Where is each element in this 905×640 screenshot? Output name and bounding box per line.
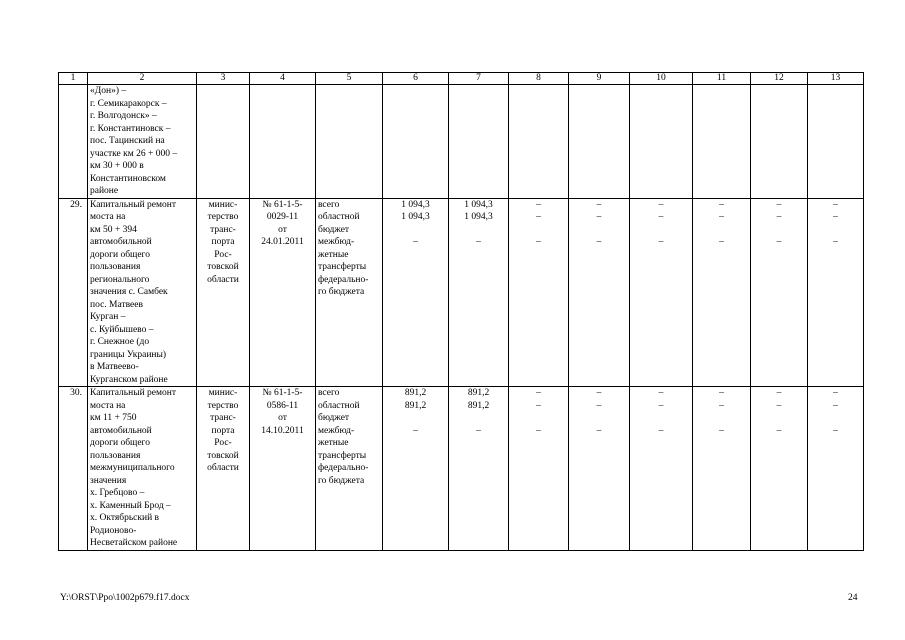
value-cell: – – –: [630, 198, 693, 387]
source-regional: областной бюджет: [318, 212, 360, 235]
source-federal: межбюд- жетные трансферты федерально- го бюджета: [318, 425, 369, 486]
row-number: 29.: [59, 198, 88, 387]
value-cell: – – –: [808, 198, 864, 387]
value-cell: – – –: [751, 198, 808, 387]
col-header: 10: [630, 73, 693, 85]
source-federal: межбюд- жетные трансферты федерально- го бюджета: [318, 237, 369, 297]
document-table: [58, 72, 864, 551]
col-header: 11: [693, 73, 751, 85]
col-header: 7: [449, 73, 509, 85]
agency: минис- терство транс- порта Рос- товской области: [197, 198, 250, 387]
col-header: 9: [569, 73, 630, 85]
document-ref: № 61-1-5- 0586-11 от 14.10.2011: [250, 387, 316, 551]
value-cell: – – –: [569, 387, 630, 551]
col-header: 1: [59, 73, 88, 85]
col-header: 2: [88, 73, 197, 85]
col-header: 6: [383, 73, 449, 85]
value-cell: – – –: [509, 198, 569, 387]
document-ref: № 61-1-5- 0029-11 от 24.01.2011: [250, 198, 316, 387]
table-row: [59, 387, 864, 551]
value-cell: – – –: [569, 198, 630, 387]
value-cell: – – –: [751, 387, 808, 551]
page-number: 24: [848, 593, 858, 603]
agency: минис- терство транс- порта Рос- товской области: [197, 387, 250, 551]
source-total: всего: [318, 199, 340, 210]
row-number: 30.: [59, 387, 88, 551]
value-cell: – – –: [630, 387, 693, 551]
value-cell: – – –: [693, 198, 751, 387]
header-row: [59, 73, 864, 85]
col-header: 12: [751, 73, 808, 85]
value-cell: – – –: [693, 387, 751, 551]
continuation-row: [59, 85, 864, 199]
col-header: 8: [509, 73, 569, 85]
value-cell: 1 094,3 1 094,3 –: [449, 198, 509, 387]
col-header: 5: [316, 73, 383, 85]
source-total: всего: [318, 388, 340, 398]
object-name: Капитальный ремонт моста на км 50 + 394 автомобильной дороги общего пользования регионального значения с. Самбек пос. Матвеев Курган – с. Куйбышево – г. Снежное (до границы Украины) в Матвеево- Курганском районе: [88, 198, 197, 387]
col-header: 13: [808, 73, 864, 85]
funding-sources: [316, 387, 383, 551]
object-name: «Дон») – г. Семикаракорск – г. Волгодонск» – г. Константиновск – пос. Тацинский на участке км 26 + 000 – км 30 + 000 в Константиновском районе: [88, 85, 197, 199]
funding-sources: [316, 198, 383, 387]
value-cell: 891,2 891,2 –: [383, 387, 449, 551]
source-regional: областной бюджет: [318, 400, 360, 423]
table-row: [59, 198, 864, 387]
object-name: Капитальный ремонт моста на км 11 + 750 автомобильной дороги общего пользования межмуниципального значения х. Гребцово – х. Каменный Брод – х. Октябрьский в Родионово- Несветайском районе: [88, 387, 197, 551]
value-cell: – – –: [808, 387, 864, 551]
footer-file-path: Y:\ORST\Ppo\1002p679.f17.docx: [60, 593, 190, 603]
col-header: 3: [197, 73, 250, 85]
col-header: 4: [250, 73, 316, 85]
value-cell: 1 094,3 1 094,3 –: [383, 198, 449, 387]
value-cell: 891,2 891,2 –: [449, 387, 509, 551]
value-cell: – – –: [509, 387, 569, 551]
